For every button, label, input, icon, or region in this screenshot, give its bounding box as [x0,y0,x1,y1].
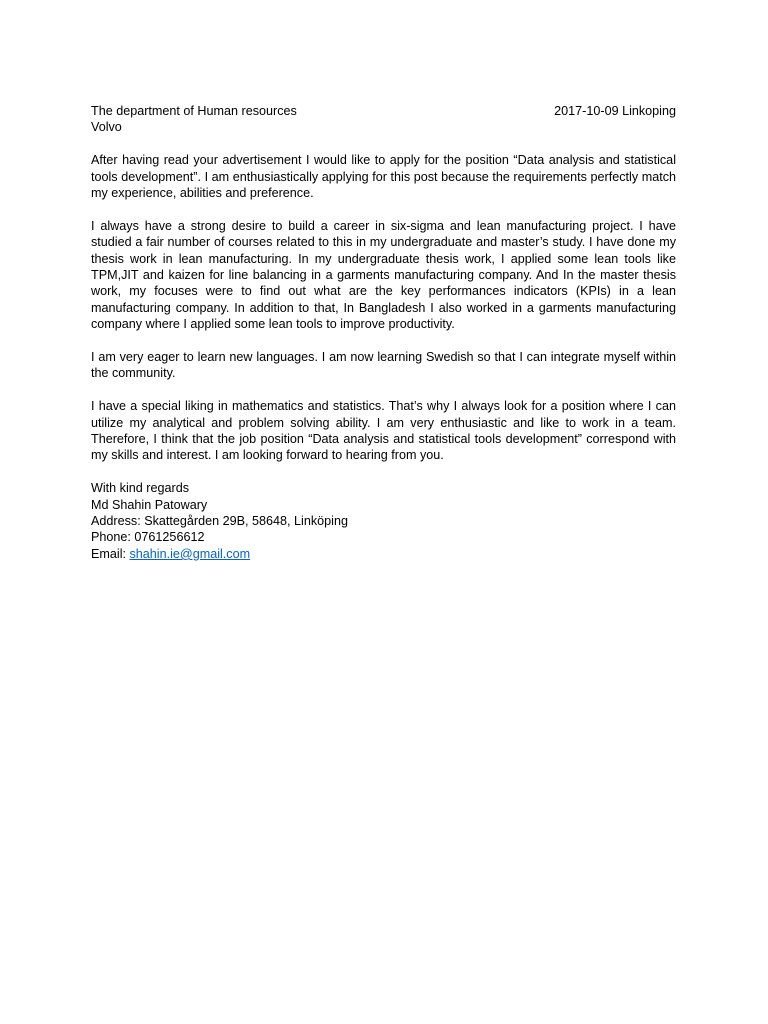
signature-block [91,480,676,562]
paragraph-intro: After having read your advertisement I would like to apply for the position “Data analysis and statistical tools development”. I am enthusiastically applying for this post because the requirements perfectly match my experience, abilities and preference. [91,153,676,201]
paragraph-skills: I have a special liking in mathematics and statistics. That’s why I always look for a position where I can utilize my analytical and problem solving ability. I am very enthusiastic and like to work in a team. Therefore, I think that the job position “Data analysis and statistical tools development” correspond with my skills and interest. I am looking forward to hearing from you. [91,399,676,463]
sender-address: Address: Skattegården 29B, 58648, Linköping [91,514,348,529]
sender-email-line [91,546,676,562]
email-label: Email: [91,546,130,561]
cover-letter [91,103,676,562]
closing: With kind regards [91,481,189,496]
email-link[interactable]: shahin.ie@gmail.com [129,546,251,561]
recipient-company: Volvo [91,120,122,135]
date-place: 2017-10-09 Linkoping [554,104,676,118]
paragraph-languages: I am very eager to learn new languages. I am now learning Swedish so that I can integrate myself within the community. [91,350,676,381]
recipient-department: The department of Human resources [91,104,297,118]
sender-phone: Phone: 0761256612 [91,530,205,545]
spacer [91,136,676,152]
paragraph-experience: I always have a strong desire to build a career in six-sigma and lean manufacturing project. I have studied a fair number of courses related to this in my undergraduate and master’s study. I have done my thesis work in lean manufacturing. In my undergraduate thesis work, I applied some lean tools like TPM,JIT and kaizen for line balancing in a garments manufacturing company. And In the master thesis work, my focuses were to find out what are the key performances indicators (KPIs) in a lean manufacturing company. In addition to that, In Bangladesh I also worked in a garments manufacturing company where I applied some lean tools to improve productivity. [91,218,676,332]
sender-name: Md Shahin Patowary [91,497,208,512]
letter-header [91,103,676,119]
